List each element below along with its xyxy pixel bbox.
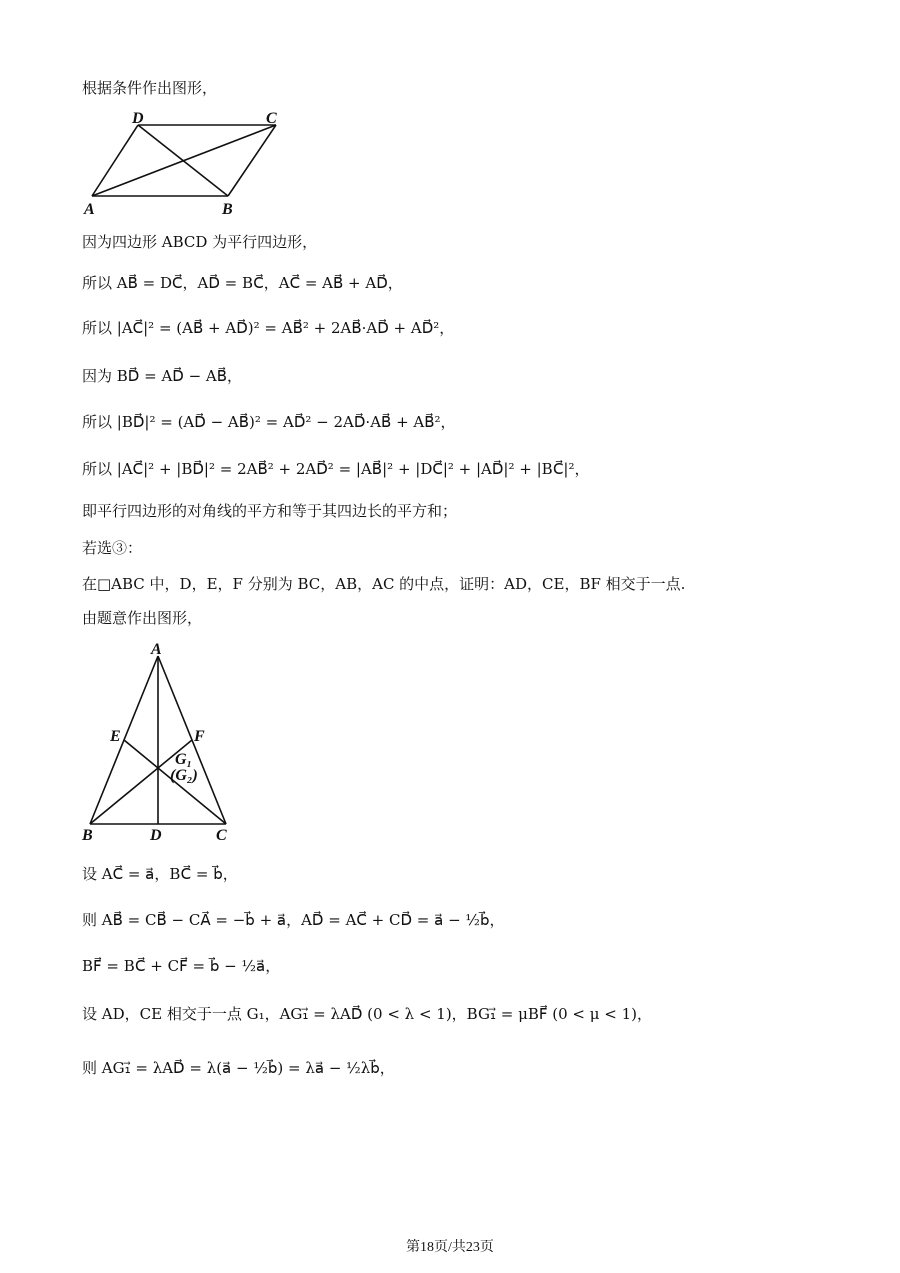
text-line-8: 即平行四边形的对角线的平方和等于其四边长的平方和； bbox=[82, 502, 458, 520]
page-footer: 第18页/共23页 bbox=[406, 1240, 494, 1255]
label-c: C bbox=[266, 110, 277, 127]
text-line-10: 在□ABC 中，D，E，F 分别为 BC，AB，AC 的中点，证明：AD，CE，BF 相交于一点. bbox=[82, 575, 686, 593]
label-b: B bbox=[82, 827, 93, 844]
label-a: A bbox=[151, 641, 162, 658]
text-line-13: 则 AB⃗ = CB⃗ − CA⃗ = −b⃗ + a⃗，AD⃗ = AC⃗ + CD⃗ = a⃗ − ½b⃗， bbox=[82, 911, 505, 929]
text-line-11: 由题意作出图形， bbox=[82, 609, 203, 627]
text-line-12: 设 AC⃗ = a⃗，BC⃗ = b⃗， bbox=[82, 865, 238, 883]
text-line-3: 所以 AB⃗ = DC⃗，AD⃗ = BC⃗，AC⃗ = AB⃗ + AD⃗， bbox=[82, 274, 403, 292]
text-line-9: 若选③： bbox=[82, 539, 143, 557]
side-bc bbox=[228, 125, 276, 196]
triangle-figure bbox=[78, 638, 248, 844]
label-g1: G₁ bbox=[175, 751, 193, 768]
label-d: D bbox=[132, 110, 144, 127]
label-c: C bbox=[216, 827, 227, 844]
text-line-7: 所以 |AC⃗|² + |BD⃗|² = 2AB⃗² + 2AD⃗² = |AB⃗|² + |DC⃗|² + |AD⃗|² + |BC⃗|²， bbox=[82, 460, 590, 478]
label-b: B bbox=[222, 201, 233, 218]
text-line-4: 所以 |AC⃗|² = (AB⃗ + AD⃗)² = AB⃗² + 2AB⃗·AD⃗ + AD⃗²， bbox=[82, 319, 455, 337]
text-line-14: BF⃗ = BC⃗ + CF⃗ = b⃗ − ½a⃗， bbox=[82, 957, 281, 975]
side-ad bbox=[92, 125, 138, 196]
text-line-1: 根据条件作出图形， bbox=[82, 79, 218, 97]
label-e: E bbox=[110, 728, 121, 745]
diagonal-bd bbox=[138, 125, 228, 196]
text-line-16: 则 AG₁⃗ = λAD⃗ = λ(a⃗ − ½b⃗) = λa⃗ − ½λb⃗， bbox=[82, 1059, 395, 1077]
label-f: F bbox=[194, 728, 205, 745]
label-d: D bbox=[150, 827, 162, 844]
text-line-5: 因为 BD⃗ = AD⃗ − AB⃗， bbox=[82, 367, 243, 385]
label-a: A bbox=[84, 201, 95, 218]
text-line-15: 设 AD，CE 相交于一点 G₁，AG₁⃗ = λAD⃗ (0 < λ < 1)，BG₁⃗ = μBF⃗ (0 < μ < 1)， bbox=[82, 1005, 653, 1023]
text-line-6: 所以 |BD⃗|² = (AD⃗ − AB⃗)² = AD⃗² − 2AD⃗·AB⃗ + AB⃗²， bbox=[82, 413, 456, 431]
parallelogram-figure bbox=[80, 108, 300, 220]
label-g2: (G₂) bbox=[170, 767, 198, 784]
text-line-2: 因为四边形 ABCD 为平行四边形， bbox=[82, 233, 318, 251]
